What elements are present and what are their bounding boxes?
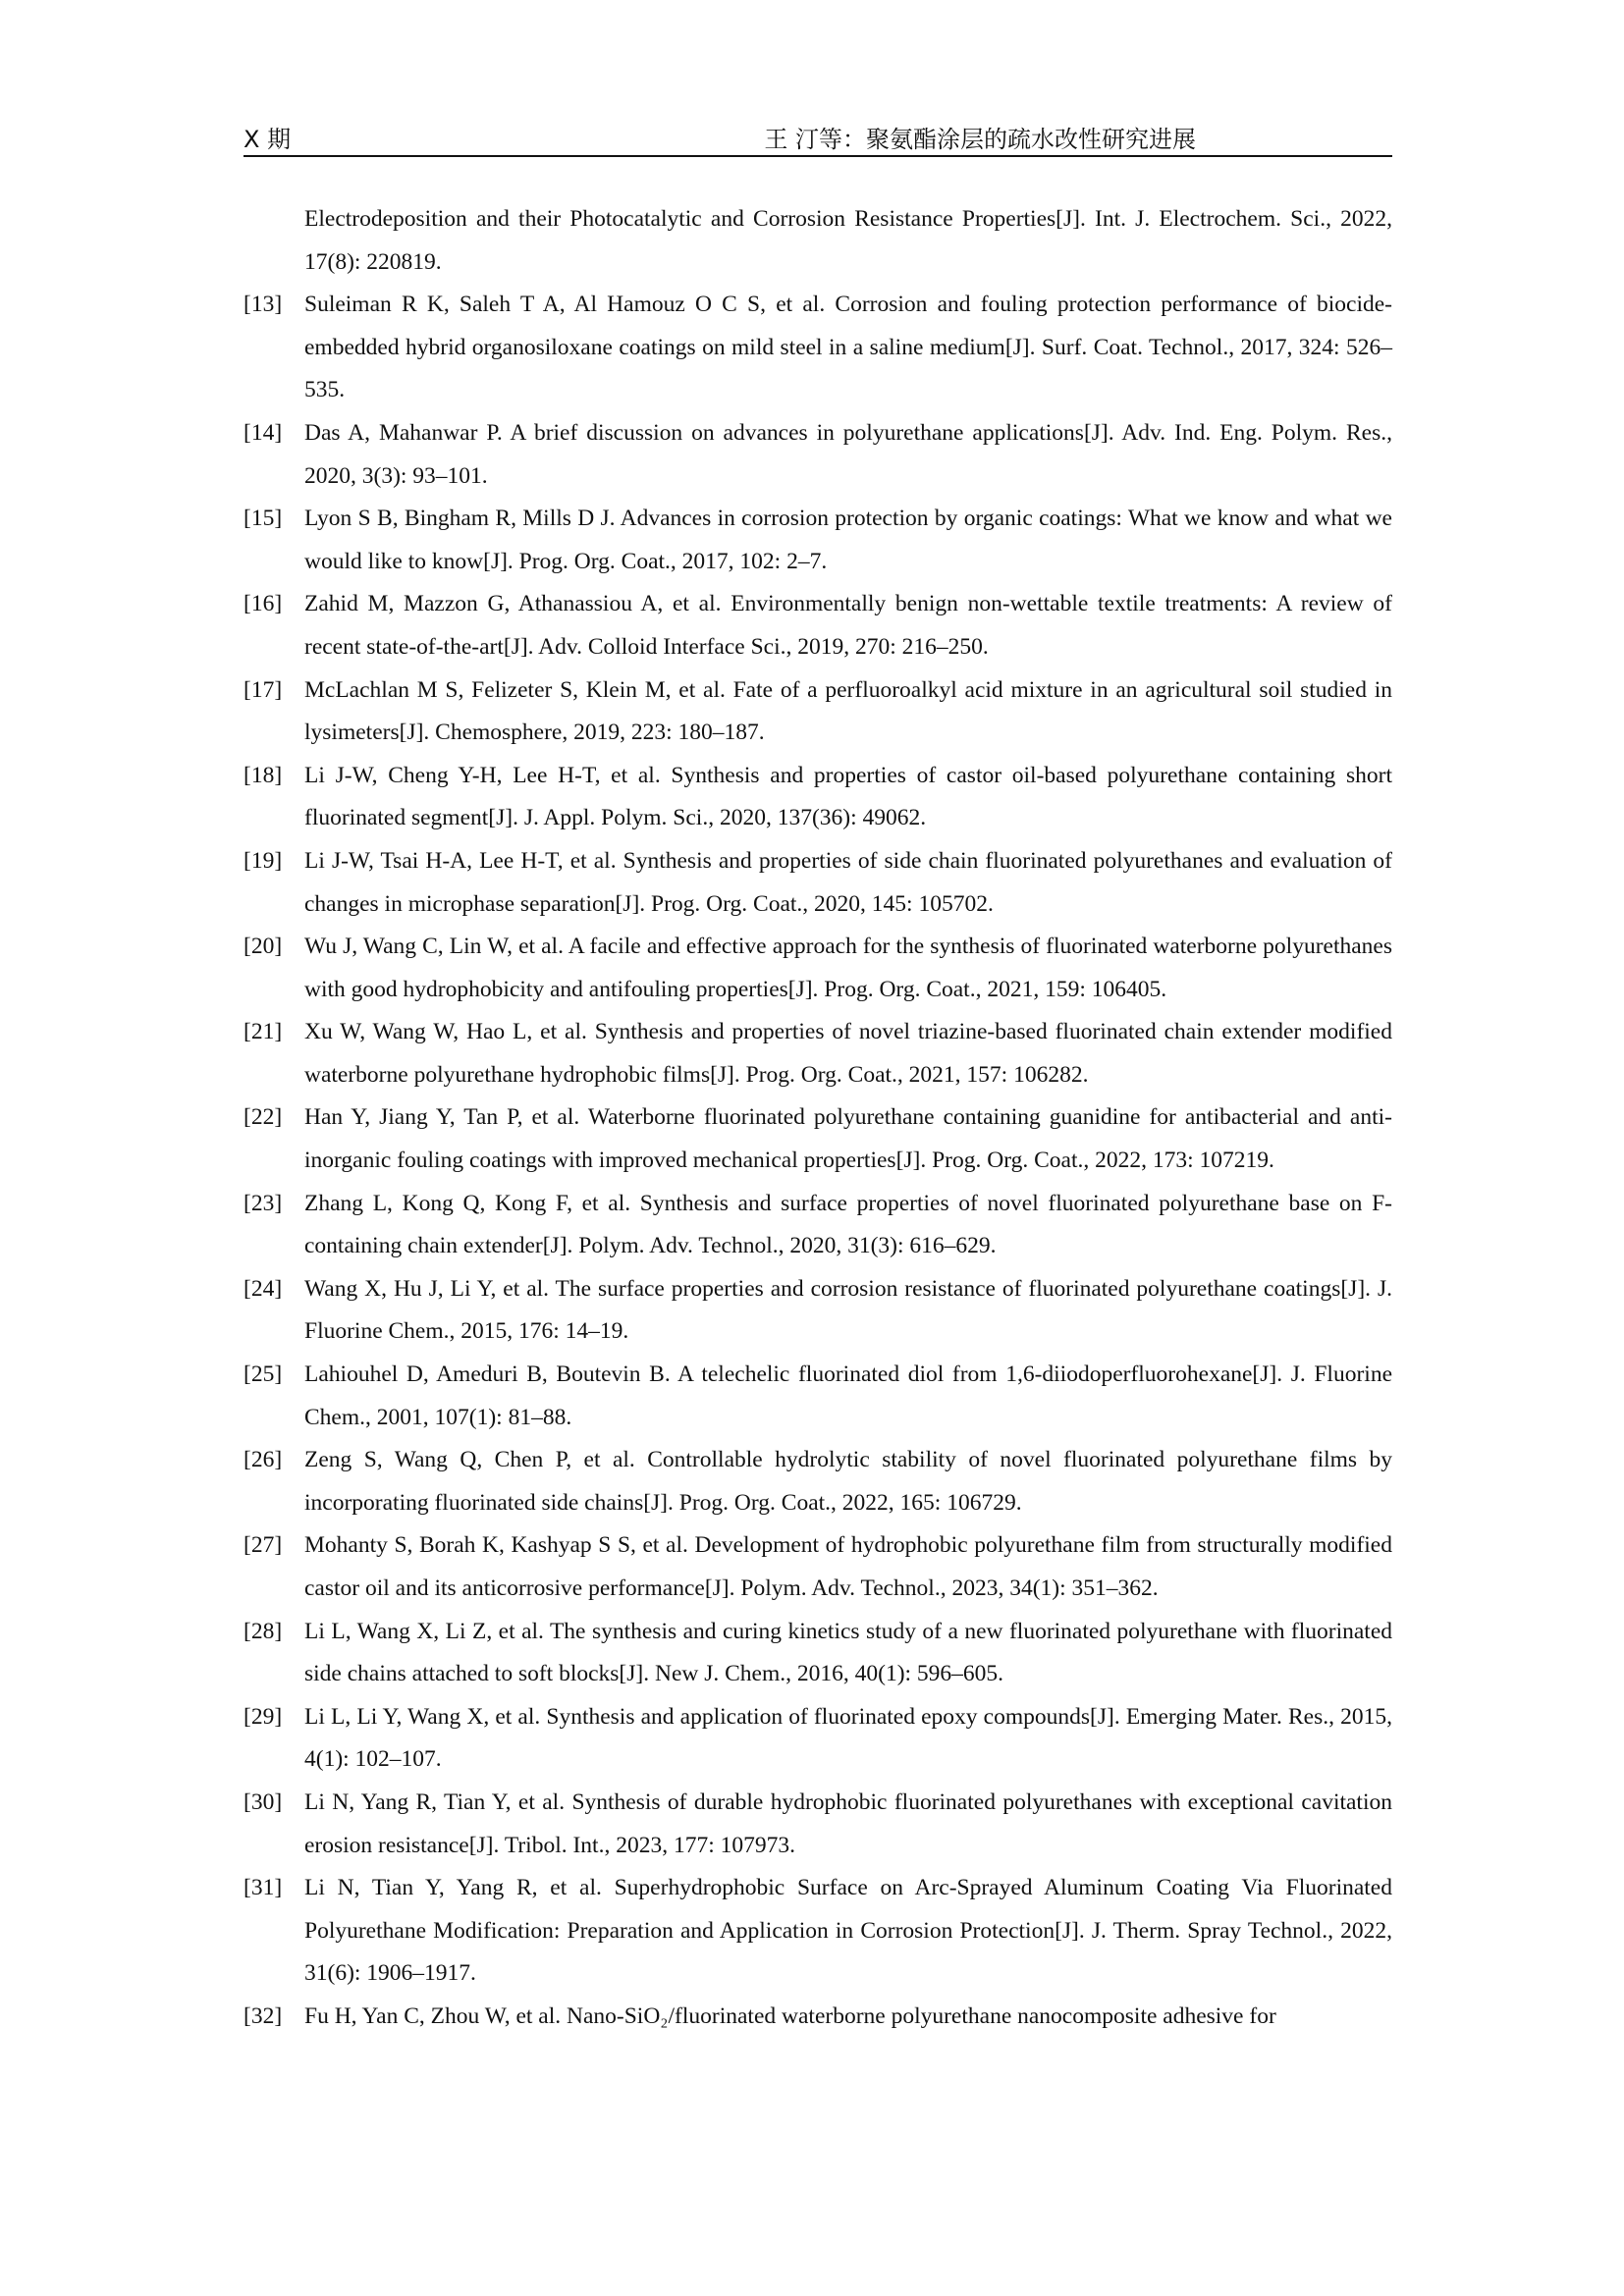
- reference-item: [244, 1524, 1392, 1610]
- reference-number: [14]: [244, 419, 283, 446]
- reference-text: Lahiouhel D, Ameduri B, Boutevin B. A telechelic fluorinated diol from 1,6-diiodoperfluorohexane[J]. J. Fluorine Chem., 2001, 107(1): 81–88.: [304, 1362, 1392, 1430]
- reference-text: Suleiman R K, Saleh T A, Al Hamouz O C S, et al. Corrosion and fouling protection performance of biocide-embedded hybrid organosiloxane coatings on mild steel in a saline medium[J]. Surf. Coat. Technol., 2017, 324: 526–535.: [304, 292, 1392, 403]
- reference-text: Mohanty S, Borah K, Kashyap S S, et al. Development of hydrophobic polyurethane film from structurally modified castor oil and its anticorrosive performance[J]. Polym. Adv. Technol., 2023, 34(1): 351–362.: [304, 1532, 1392, 1601]
- reference-text: Wu J, Wang C, Lin W, et al. A facile and effective approach for the synthesis of fluorinated waterborne polyurethanes with good hydrophobicity and antifouling properties[J]. Prog. Org. Coat., 2021, 159: 106405.: [304, 934, 1392, 1002]
- reference-item: [244, 1439, 1392, 1524]
- reference-item: [244, 1782, 1392, 1867]
- reference-text: Li N, Yang R, Tian Y, et al. Synthesis of durable hydrophobic fluorinated polyurethanes with exceptional cavitation erosion resistance[J]. Tribol. Int., 2023, 177: 107973.: [304, 1789, 1392, 1858]
- reference-text: Lyon S B, Bingham R, Mills D J. Advances in corrosion protection by organic coatings: What we know and what we would like to know[J]. Prog. Org. Coat., 2017, 102: 2–7.: [304, 506, 1392, 574]
- reference-text: Wang X, Hu J, Li Y, et al. The surface properties and corrosion resistance of fluorinated polyurethane coatings[J]. J. Fluorine Chem., 2015, 176: 14–19.: [304, 1275, 1392, 1345]
- reference-number: [15]: [244, 506, 283, 532]
- running-header: [244, 116, 1392, 157]
- reference-text: Xu W, Wang W, Hao L, et al. Synthesis and properties of novel triazine-based fluorinated chain extender modified waterborne polyurethane hydrophobic films[J]. Prog. Org. Coat., 2021, 157: 106282.: [304, 1019, 1392, 1088]
- reference-item: [244, 198, 1392, 284]
- reference-text: Li L, Li Y, Wang X, et al. Synthesis and application of fluorinated epoxy compounds[J]. Emerging Mater. Res., 2015, 4(1): 102–107.: [304, 1703, 1392, 1773]
- reference-text: Zahid M, Mazzon G, Athanassiou A, et al. Environmentally benign non-wettable textile treatments: A review of recent state-of-the-art[J]. Adv. Colloid Interface Sci., 2019, 270: 216–250.: [304, 591, 1392, 660]
- reference-text: Li L, Wang X, Li Z, et al. The synthesis and curing kinetics study of a new fluorinated polyurethane with fluorinated side chains attached to soft blocks[J]. New J. Chem., 2016, 40(1): 596–605.: [304, 1618, 1392, 1687]
- reference-item: [244, 1867, 1392, 1996]
- reference-item: [244, 669, 1392, 755]
- reference-item: [244, 1268, 1392, 1354]
- reference-number: [19]: [244, 847, 283, 874]
- issue-label: X 期: [244, 126, 292, 153]
- reference-number: [31]: [244, 1875, 283, 1901]
- reference-number: [18]: [244, 762, 283, 788]
- reference-text: Li N, Tian Y, Yang R, et al. Superhydrophobic Surface on Arc-Sprayed Aluminum Coating Via Fluorinated Polyurethane Modification: Preparation and Application in Corrosion Protection[J]. J. Therm. Spray Technol., 2022, 31(6): 1906–1917.: [304, 1875, 1392, 1987]
- reference-text: Electrodeposition and their Photocatalytic and Corrosion Resistance Properties[J]. Int. J. Electrochem. Sci., 2022, 17(8): 220819.: [304, 206, 1392, 275]
- reference-item: [244, 1696, 1392, 1782]
- reference-item: [244, 755, 1392, 840]
- reference-item: [244, 1183, 1392, 1268]
- reference-text: Li J-W, Cheng Y-H, Lee H-T, et al. Synthesis and properties of castor oil-based polyurethane containing short fluorinated segment[J]. J. Appl. Polym. Sci., 2020, 137(36): 49062.: [304, 762, 1392, 831]
- reference-number: [16]: [244, 591, 283, 617]
- reference-number: [28]: [244, 1618, 283, 1644]
- reference-item: [244, 1011, 1392, 1096]
- reference-item: [244, 840, 1392, 926]
- reference-text: Zeng S, Wang Q, Chen P, et al. Controllable hydrolytic stability of novel fluorinated polyurethane films by incorporating fluorinated side chains[J]. Prog. Org. Coat., 2022, 165: 106729.: [304, 1447, 1392, 1516]
- reference-number: [24]: [244, 1275, 283, 1302]
- reference-text: Fu H, Yan C, Zhou W, et al. Nano-SiO₂/fluorinated waterborne polyurethane nanocomposite adhesive for: [304, 2002, 1276, 2029]
- reference-number: [25]: [244, 1362, 283, 1388]
- reference-text: Zhang L, Kong Q, Kong F, et al. Synthesis and surface properties of novel fluorinated polyurethane base on F-containing chain extender[J]. Polym. Adv. Technol., 2020, 31(3): 616–629.: [304, 1190, 1392, 1259]
- reference-number: [32]: [244, 2002, 283, 2029]
- reference-item: [244, 498, 1392, 583]
- reference-number: [30]: [244, 1789, 283, 1815]
- reference-item: [244, 284, 1392, 412]
- reference-item: [244, 926, 1392, 1011]
- reference-text: Li J-W, Tsai H-A, Lee H-T, et al. Synthesis and properties of side chain fluorinated polyurethanes and evaluation of changes in microphase separation[J]. Prog. Org. Coat., 2020, 145: 105702.: [304, 847, 1392, 917]
- reference-item: [244, 1611, 1392, 1696]
- reference-item: [244, 1996, 1392, 2039]
- reference-number: [22]: [244, 1104, 283, 1131]
- reference-number: [27]: [244, 1532, 283, 1559]
- reference-number: [21]: [244, 1019, 283, 1045]
- reference-item: [244, 412, 1392, 498]
- header-title: 王 汀等：聚氨酯涂层的疏水改性研究进展: [764, 126, 1196, 153]
- reference-number: [13]: [244, 292, 283, 318]
- reference-list: [244, 198, 1392, 2039]
- reference-number: [17]: [244, 676, 283, 703]
- reference-text: Das A, Mahanwar P. A brief discussion on advances in polyurethane applications[J]. Adv. Ind. Eng. Polym. Res., 2020, 3(3): 93–101.: [304, 419, 1392, 489]
- reference-item: [244, 1354, 1392, 1439]
- reference-item: [244, 1096, 1392, 1182]
- reference-number: [20]: [244, 934, 283, 960]
- reference-item: [244, 583, 1392, 668]
- reference-number: [26]: [244, 1447, 283, 1473]
- reference-number: [23]: [244, 1190, 283, 1216]
- reference-text: McLachlan M S, Felizeter S, Klein M, et al. Fate of a perfluoroalkyl acid mixture in an agricultural soil studied in lysimeters[J]. Chemosphere, 2019, 223: 180–187.: [304, 676, 1392, 746]
- reference-number: [29]: [244, 1703, 283, 1730]
- reference-text: Han Y, Jiang Y, Tan P, et al. Waterborne fluorinated polyurethane containing guanidine for antibacterial and anti-inorganic fouling coatings with improved mechanical properties[J]. Prog. Org. Coat., 2022, 173: 107219.: [304, 1104, 1392, 1174]
